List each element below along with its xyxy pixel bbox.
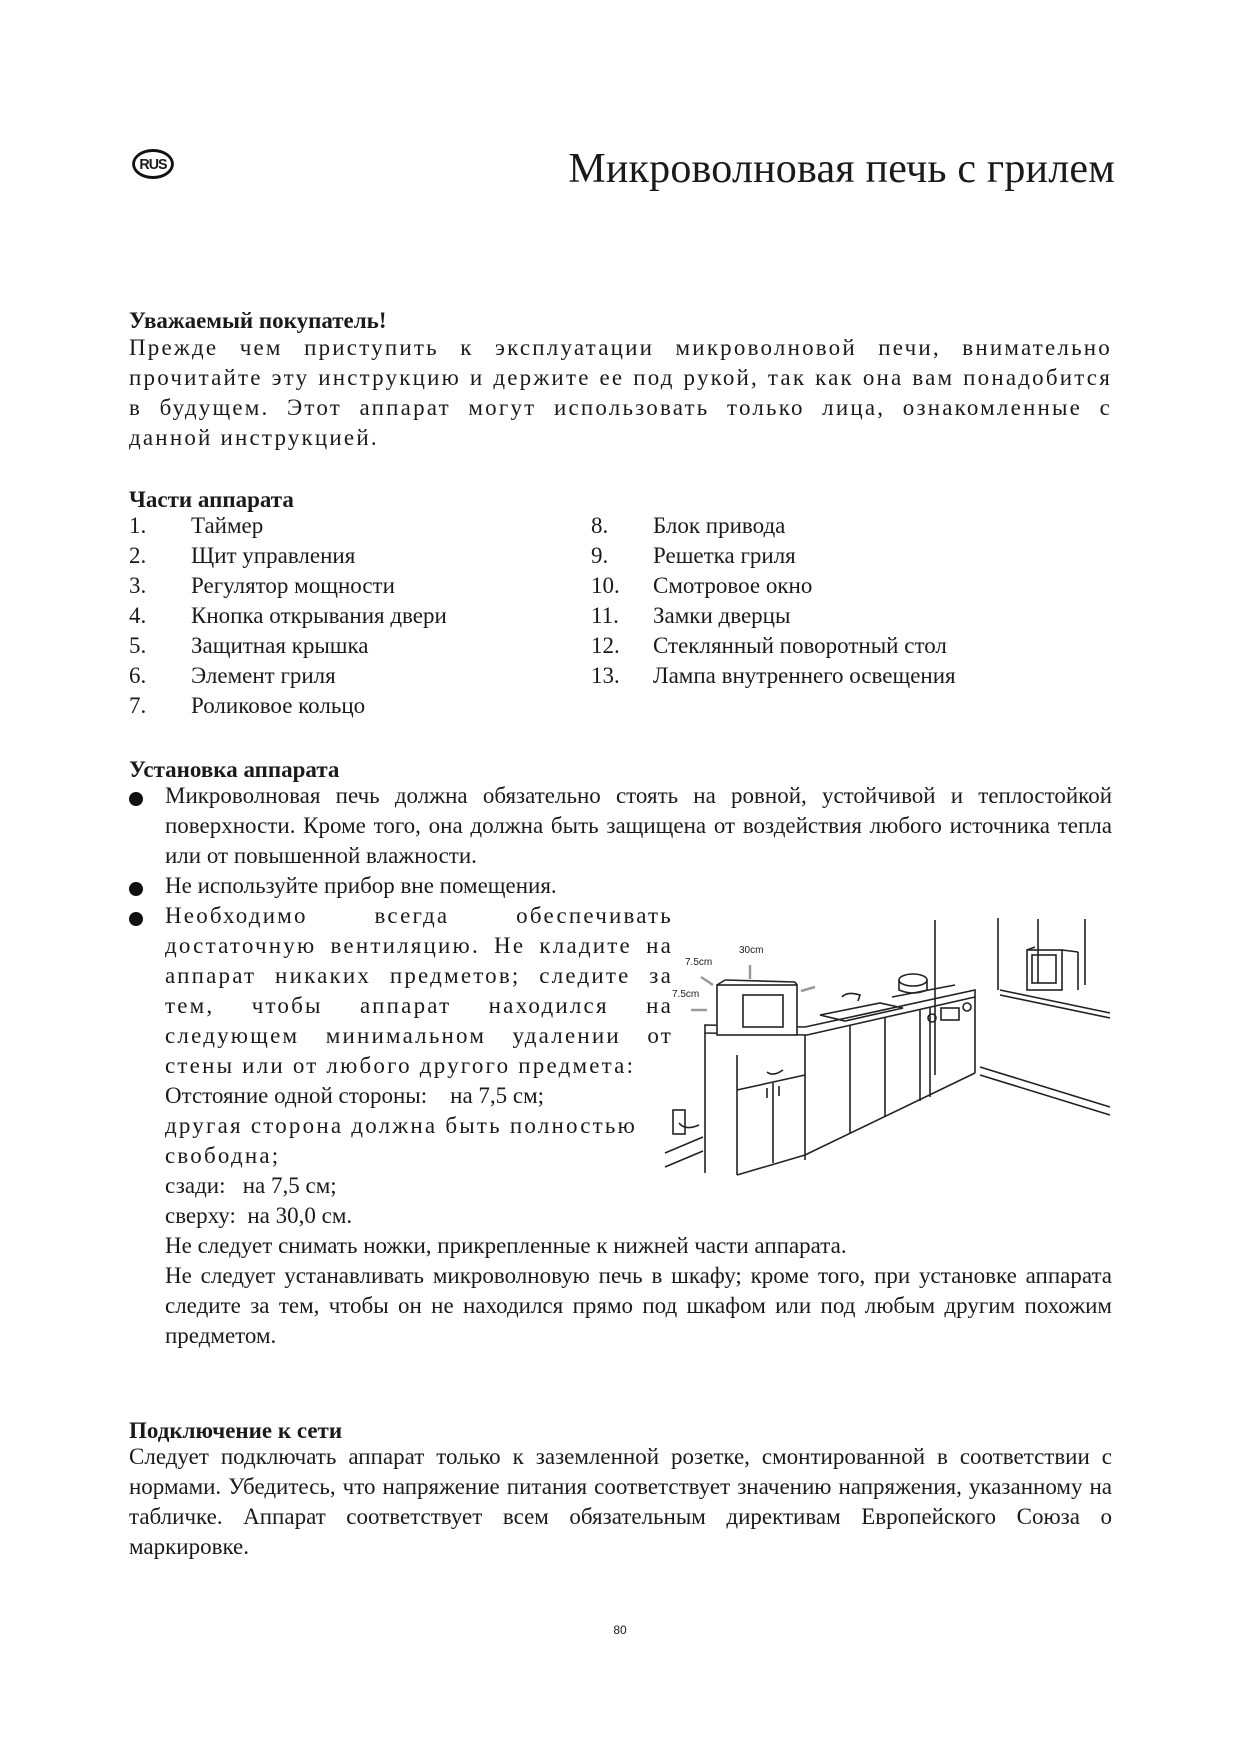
distance-back: сзади: на 7,5 см;	[165, 1173, 337, 1198]
note-cabinet: Не следует устанавливать микроволновую печь в шкафу; кроме того, при установке аппарата следите за тем, чтобы он не находился прямо под шкафом или под любым другим похожим предметом.	[165, 1263, 1112, 1348]
intro-paragraph: Прежде чем приступить к эксплуатации микроволновой печи, внимательно прочитайте эту инструкцию и держите ее под рукой, так как она вам понадобится в будущем. Этот аппарат могут использовать только лица, ознакомленные с данной инструкцией.	[129, 335, 1112, 450]
intro-heading: Уважаемый покупатель!	[129, 308, 387, 333]
diagram-label-top: 30cm	[739, 945, 764, 956]
part-item: 5. Защитная крышка	[129, 633, 369, 658]
bullet-icon	[129, 792, 143, 806]
part-item: 6. Элемент гриля	[129, 663, 336, 688]
installation-diagram	[655, 905, 1125, 1195]
parts-list-left	[129, 511, 591, 721]
installation-bullet: Необходимо всегда обеспечивать достаточную вентиляцию. Не кладите на аппарат никаких предметов; следите за тем, чтобы аппарат находился на следующем минимальном удалении от стены или от любого другого предмета:	[129, 901, 673, 1081]
part-item: 10. Смотровое окно	[591, 573, 813, 598]
page-number: 80	[613, 1623, 627, 1637]
intro-section	[129, 308, 1112, 453]
part-item: 9. Решетка гриля	[591, 543, 796, 568]
parts-heading: Части аппарата	[129, 487, 294, 512]
part-item: 4. Кнопка открывания двери	[129, 603, 447, 628]
distance-other: другая сторона должна быть полностью свободна;	[165, 1113, 637, 1168]
part-item: 8. Блок привода	[591, 513, 786, 538]
installation-bullet: Микроволновая печь должна обязательно стоять на ровной, устойчивой и теплостойкой поверхности. Кроме того, она должна быть защищена от воздействия любого источника тепла или от повышенной влажности.	[129, 781, 1112, 871]
part-item: 2. Щит управления	[129, 543, 356, 568]
parts-section	[129, 487, 1112, 721]
diagram-label-side1: 7.5cm	[685, 957, 713, 968]
language-badge-text: RUS	[139, 155, 167, 173]
part-item: 13. Лампа внутреннего освещения	[591, 663, 956, 688]
part-item: 11. Замки дверцы	[591, 603, 791, 628]
page-title: Микроволновая печь с грилем	[568, 146, 1115, 192]
connection-section	[129, 1418, 1112, 1562]
connection-heading: Подключение к сети	[129, 1418, 343, 1443]
parts-list-right	[591, 511, 956, 721]
language-badge-icon	[132, 149, 174, 179]
part-item: 3. Регулятор мощности	[129, 573, 395, 598]
distance-top: сверху: на 30,0 см.	[165, 1203, 353, 1228]
installation-heading: Установка аппарата	[129, 757, 340, 782]
bullet-icon	[129, 882, 143, 896]
part-item: 7. Роликовое кольцо	[129, 693, 366, 718]
bullet-icon	[129, 912, 143, 926]
installation-bullet: Не используйте прибор вне помещения.	[129, 871, 1112, 901]
connection-paragraph: Следует подключать аппарат только к заземленной розетке, смонтированной в соответствии с нормами. Убедитесь, что напряжение питания соответствует значению напряжения, указанному на табличке. Аппарат соответствует всем обязательным директивам Европейского Союза о маркировке.	[129, 1444, 1112, 1559]
part-item: 1. Таймер	[129, 513, 264, 538]
distance-side: Отстояние одной стороны: на 7,5 см;	[165, 1083, 545, 1108]
diagram-label-side2: 7.5cm	[672, 989, 700, 1000]
kitchen-illustration-icon	[655, 905, 1125, 1195]
part-item: 12. Стеклянный поворотный стол	[591, 633, 947, 658]
note-feet: Не следует снимать ножки, прикрепленные к нижней части аппарата.	[165, 1233, 847, 1258]
